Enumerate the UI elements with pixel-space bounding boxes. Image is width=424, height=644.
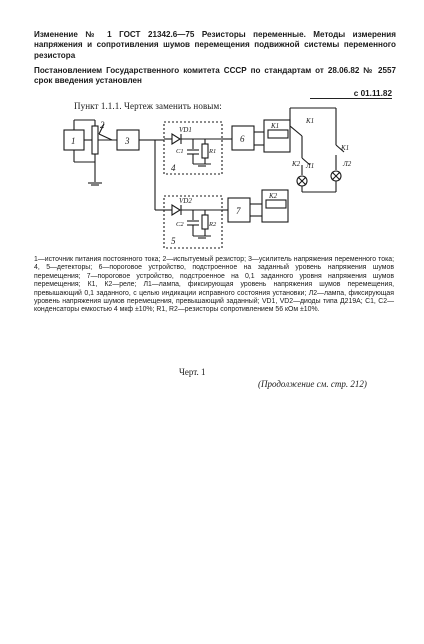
label-block-2: 2 [100, 120, 105, 130]
label-k2-contact: К2 [292, 160, 301, 168]
effective-date: с 01.11.82 [353, 89, 392, 98]
label-r2: R2 [209, 221, 217, 228]
label-vd2: VD2 [179, 197, 192, 205]
continued-note: (Продолжение см. стр. 212) [258, 379, 367, 389]
label-k1-contact: К1 [306, 117, 315, 125]
label-vd1: VD1 [179, 126, 192, 134]
resistor-under-test [92, 126, 98, 154]
label-block-3: 3 [125, 136, 130, 146]
clause-text: Пункт 1.1.1. Чертеж заменить новым: [74, 101, 222, 111]
label-lamp-l2: Л2 [343, 160, 352, 168]
label-block-6: 6 [240, 134, 245, 144]
relay-coil-k2 [266, 200, 286, 208]
figure-caption: Черт. 1 [179, 367, 206, 377]
label-k2-coil: К2 [269, 192, 278, 200]
label-block-5: 5 [171, 236, 176, 246]
label-k1-contact-right: К1 [341, 144, 350, 152]
label-c1: C1 [176, 148, 184, 155]
label-k1-coil: К1 [271, 122, 280, 130]
label-lamp-l1: Л1 [306, 162, 315, 170]
amendment-title: Изменение № 1 ГОСТ 21342.6—75 Резисторы переменные. Методы измерения напряжения и сопротивления шумов перемещения подвижной системы переменного резистора [34, 30, 396, 60]
relay-coil-k1 [268, 130, 288, 138]
label-block-1: 1 [71, 136, 76, 146]
figure-legend: 1—источник питания постоянного тока; 2—испытуемый резистор; 3—усилитель напряжения переменного тока; 4, 5—детекторы; 6—пороговое устройство, подстроенное на заданный уровень напряжения шумов перемещения; 7—пороговое устройство, подстроенное на 0,1 заданного уровня напряжения шумов перемещения; К1, К2—реле; Л1—лампа, фиксирующая уровень напряжения шумов перемещения, превышающий 0,1 заданного, с целью индикации исправного состояния установки; Л2—лампа, фиксирующая уровень напряжения шумов перемещения, превышающий заданный; VD1, VD2—диоды типа Д219А; C1, C2—конденсаторы емкостью 4 мкф ±10%; R1, R2—резисторы сопротивлением 56 кОм ±10%. [34, 256, 394, 314]
label-block-7: 7 [236, 206, 241, 216]
label-c2: C2 [176, 221, 184, 228]
decree-text: Постановлением Государственного комитета СССР по стандартам от 28.06.82 № 2557 срок введения установлен [34, 66, 396, 86]
label-r1: R1 [209, 148, 217, 155]
label-block-4: 4 [171, 163, 176, 173]
